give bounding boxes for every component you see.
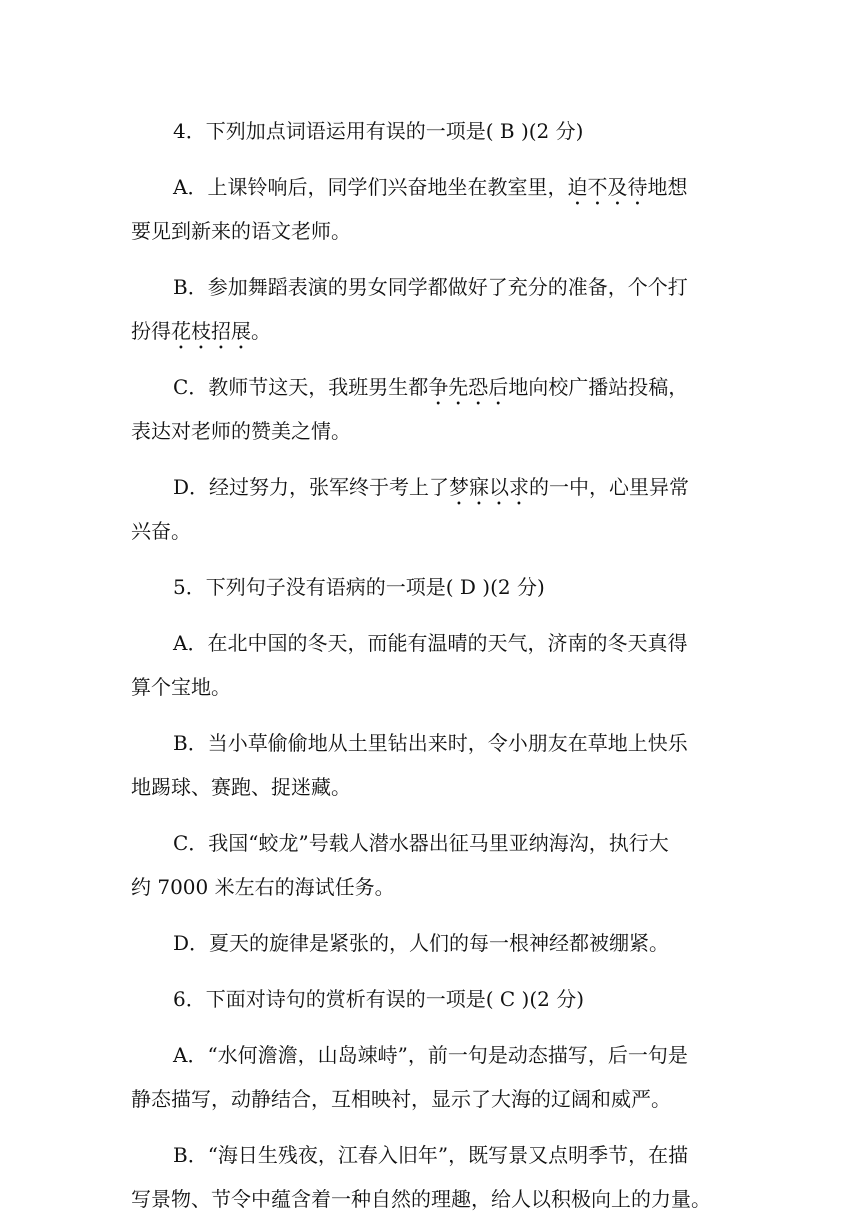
option-text: A．上课铃响后，同学们兴奋地坐在教室里， — [173, 175, 568, 199]
question-5-option-d: D．夏天的旋律是紧张的，人们的每一根神经都被绷紧。 — [173, 931, 670, 955]
option-text: 地想 — [647, 175, 688, 199]
option-text: 的一中，心里异常 — [529, 475, 690, 499]
question-4-option-d — [131, 465, 730, 509]
question-5-option-a: A．在北中国的冬天，而能有温晴的天气，济南的冬天真得 — [173, 631, 688, 655]
question-5-option-a-cont: 算个宝地。 — [131, 675, 231, 699]
question-5-option-c-cont: 约 7000 米左右的海试任务。 — [131, 875, 395, 899]
question-4-option-b: B．参加舞蹈表演的男女同学都做好了充分的准备，个个打 — [173, 275, 688, 299]
exam-content — [131, 109, 730, 1221]
question-5-stem: 5．下列句子没有语病的一项是( D )(2 分) — [173, 575, 545, 599]
option-text: 地向校广播站投稿， — [508, 375, 689, 399]
question-4-option-c-cont: 表达对老师的赞美之情。 — [131, 419, 351, 443]
question-4-option-d-cont: 兴奋。 — [131, 519, 191, 543]
question-4-option-a-cont: 要见到新来的语文老师。 — [131, 219, 351, 243]
option-text: C．教师节这天，我班男生都 — [173, 375, 429, 399]
question-6-option-b: B．“海日生残夜，江春入旧年”，既写景又点明季节，在描 — [173, 1143, 689, 1167]
question-4-option-c — [131, 365, 730, 409]
option-text: 。 — [251, 319, 271, 343]
question-5-option-b-cont: 地踢球、赛跑、捉迷藏。 — [131, 775, 351, 799]
question-6-option-a: A．“水何澹澹，山岛竦峙”，前一句是动态描写，后一句是 — [173, 1043, 688, 1067]
question-4-option-b-cont — [131, 309, 730, 353]
option-text: D．经过努力，张军终于考上了 — [173, 475, 450, 499]
question-6-option-b-cont: 写景物、节令中蕴含着一种自然的理趣，给人以积极向上的力量。 — [131, 1187, 711, 1211]
option-text: 扮得 — [131, 319, 171, 343]
dotted-word: 梦寐以求 — [449, 475, 530, 499]
dotted-word: 争先恐后 — [428, 375, 509, 399]
dotted-word: 迫不及待 — [567, 175, 648, 199]
question-6-stem: 6．下面对诗句的赏析有误的一项是( C )(2 分) — [173, 987, 585, 1011]
question-5-option-c: C．我国“蛟龙”号载人潜水器出征马里亚纳海沟，执行大 — [173, 831, 669, 855]
dotted-word: 花枝招展 — [171, 319, 251, 343]
question-5-option-b: B．当小草偷偷地从土里钻出来时，令小朋友在草地上快乐 — [173, 731, 688, 755]
question-6-option-a-cont: 静态描写，动静结合，互相映衬，显示了大海的辽阔和威严。 — [131, 1087, 671, 1111]
question-4-stem: 4．下列加点词语运用有误的一项是( B )(2 分) — [173, 119, 584, 143]
question-4-option-a — [131, 165, 730, 209]
